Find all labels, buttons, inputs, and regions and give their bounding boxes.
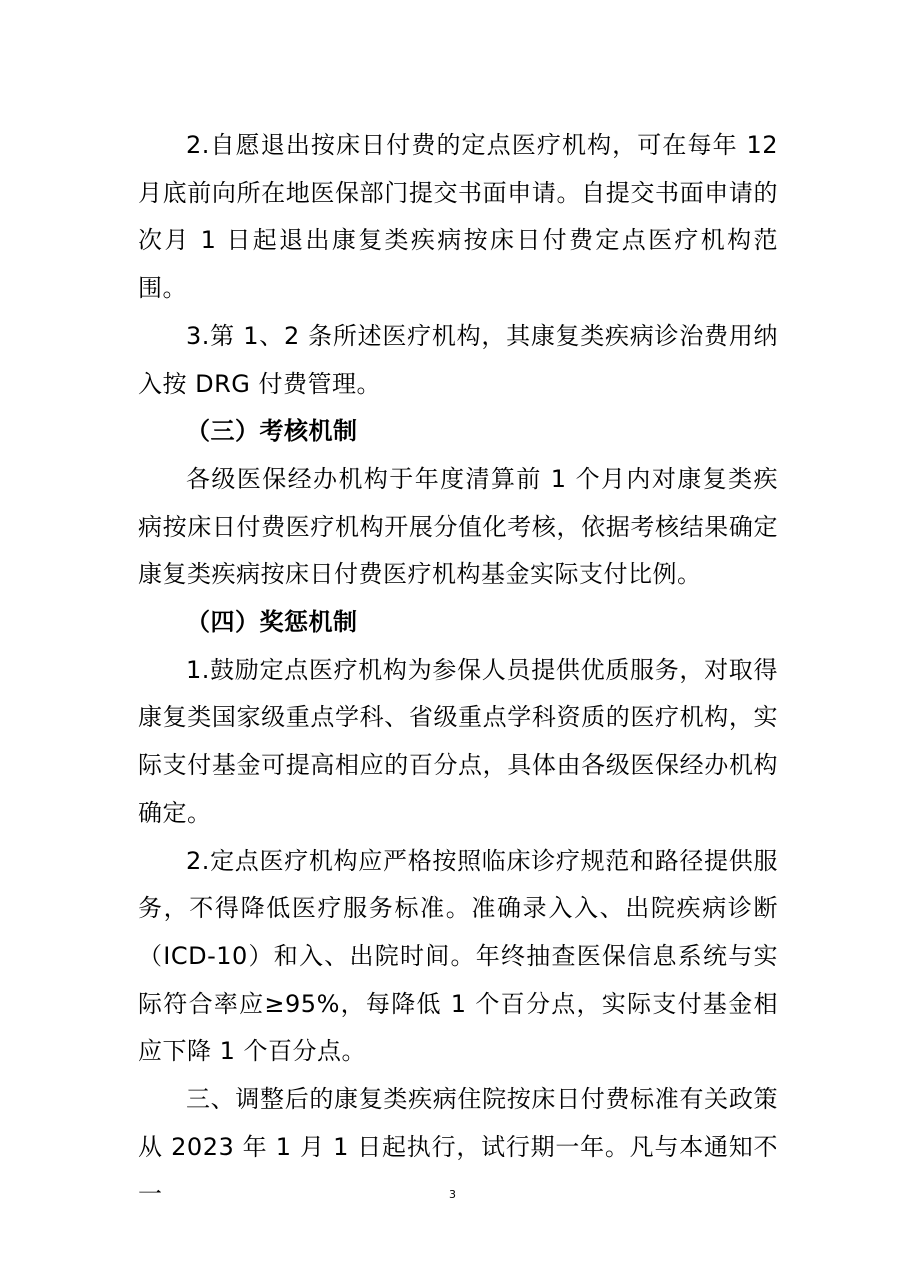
heading-assessment-mechanism: （三）考核机制	[186, 417, 358, 446]
paragraph-effective-date: 三、调整后的康复类疾病住院按床日付费标准有关政策从 2023 年 1 月 1 日起执行，试行期一年。凡与本通知不一	[138, 1085, 778, 1209]
paragraph-clinical-standards: 2.定点医疗机构应严格按照临床诊疗规范和路径提供服务，不得降低医疗服务标准。准确录入入、出院疾病诊断（ICD-10）和入、出院时间。年终抽查医保信息系统与实际符合率应≥95%，每降低 1 个百分点，实际支付基金相应下降 1 个百分点。	[138, 846, 778, 1066]
page-number: 3	[449, 1188, 456, 1201]
paragraph-assessment: 各级医保经办机构于年度清算前 1 个月内对康复类疾病按床日付费医疗机构开展分值化考核，依据考核结果确定康复类疾病按床日付费医疗机构基金实际支付比例。	[138, 464, 778, 589]
paragraph-voluntary-exit: 2.自愿退出按床日付费的定点医疗机构，可在每年 12 月底前向所在地医保部门提交书面申请。自提交书面申请的次月 1 日起退出康复类疾病按床日付费定点医疗机构范围。	[138, 131, 778, 303]
heading-reward-penalty-mechanism: （四）奖惩机制	[186, 608, 358, 637]
paragraph-drg-management: 3.第 1、2 条所述医疗机构，其康复类疾病诊治费用纳入按 DRG 付费管理。	[138, 321, 778, 398]
paragraph-encourage-service: 1.鼓励定点医疗机构为参保人员提供优质服务，对取得康复类国家级重点学科、省级重点学科资质的医疗机构，实际支付基金可提高相应的百分点，具体由各级医保经办机构确定。	[138, 655, 778, 827]
document-body	[138, 122, 778, 1219]
